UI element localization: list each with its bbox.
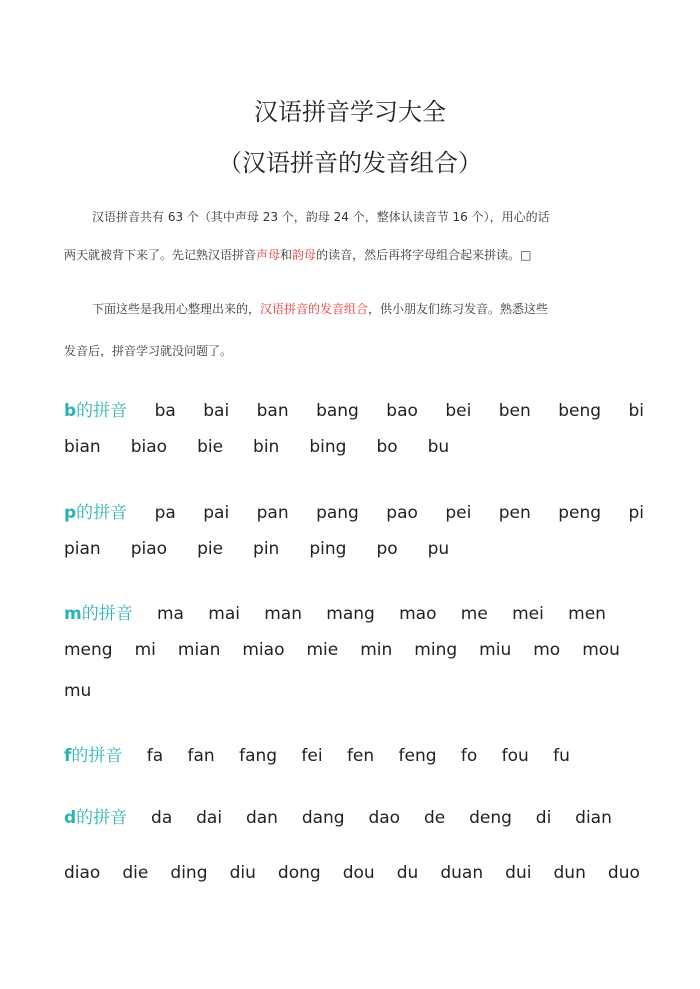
intro-line-4: 发音后，拼音学习就没问题了。 [64,344,233,358]
syllable: mian [177,640,221,660]
syllable: miao [242,640,285,660]
syllable: biao [130,437,168,457]
syllable: mu [64,681,92,701]
syllable: feng [398,746,437,766]
syllable: me [460,604,488,624]
syllable: bei [445,401,472,421]
syllable: bu [427,437,450,457]
syllable: dao [368,808,401,828]
syllable: diao [64,863,101,883]
syllable: mei [512,604,544,624]
syllable: mou [582,640,620,660]
syllable: peng [558,503,602,523]
intro-line-2 [64,246,636,263]
syllable: pai [203,503,230,523]
syllable: duan [440,863,484,883]
syllable: ma [157,604,184,624]
syllable: bo [376,437,398,457]
syllable: meng [64,640,113,660]
syllable: mao [399,604,437,624]
syllable: bian [64,437,101,457]
syllable: pang [316,503,359,523]
syllable: di [535,808,552,828]
section-label-d: d的拼音 [64,808,128,828]
syllable: fo [460,746,478,766]
intro-text: 两天就被背下来了。先记熟汉语拼音 [64,248,257,262]
syllable: diu [229,863,256,883]
syllable: pin [253,539,280,559]
syllable: dang [301,808,345,828]
syllable: deng [469,808,512,828]
syllable: piao [130,539,168,559]
syllable: dong [277,863,321,883]
syllable: pian [64,539,101,559]
syllable: ming [414,640,458,660]
syllable: duo [607,863,640,883]
syllable: ping [309,539,347,559]
section-label-m: m的拼音 [64,604,133,624]
syllable: dui [505,863,532,883]
page-title: 汉语拼音学习大全 [254,98,446,126]
syllable: fan [187,746,215,766]
pinyin-row-b-1 [64,396,644,426]
section-label-p: p的拼音 [64,503,128,523]
pinyin-row-m-2 [64,640,620,670]
syllable: mie [306,640,339,660]
syllable: mo [533,640,561,660]
syllable: fu [553,746,570,766]
pinyin-row-f-1 [64,741,570,771]
syllable: dai [196,808,223,828]
section-label-b: b的拼音 [64,401,128,421]
syllable: da [151,808,173,828]
intro-text: ，供小朋友们练习发音。熟悉这些 [368,302,549,316]
section-label-f: f的拼音 [64,746,123,766]
pinyin-row-m-3 [64,681,644,711]
pinyin-row-m-1 [64,599,606,629]
syllable: pao [386,503,418,523]
syllable: bai [203,401,230,421]
syllable: mai [208,604,240,624]
syllable: fei [301,746,323,766]
page-subtitle: （汉语拼音的发音组合） [218,149,482,177]
pinyin-row-b-2 [64,437,644,467]
syllable: miu [479,640,512,660]
syllable: bie [197,437,224,457]
syllable: mi [134,640,156,660]
syllable: min [360,640,393,660]
highlight-shengmu: 声母 [256,248,281,262]
syllable: dian [575,808,612,828]
highlight-yunmu: 韵母 [292,248,317,262]
syllable: pan [256,503,289,523]
pinyin-row-d-1 [64,803,612,833]
syllable: fou [501,746,529,766]
intro-line-3 [92,300,664,317]
intro-text: 和 [280,248,293,262]
syllable: bi [628,401,644,421]
syllable: mang [326,604,375,624]
syllable: pen [498,503,531,523]
syllable: beng [558,401,602,421]
syllable: fang [239,746,278,766]
syllable: dan [245,808,278,828]
pinyin-row-p-2 [64,539,644,569]
syllable: pie [197,539,224,559]
syllable: pu [427,539,450,559]
syllable: ben [498,401,531,421]
syllable: die [122,863,149,883]
syllable: dun [553,863,586,883]
syllable: de [423,808,446,828]
highlight-combos: 汉语拼音的发音组合 [260,302,369,316]
syllable: du [396,863,419,883]
intro-text: 的读音，然后再将字母组合起来拼读。□ [316,248,532,262]
syllable: pei [445,503,472,523]
syllable: fa [146,746,164,766]
syllable: po [376,539,398,559]
syllable: pi [628,503,644,523]
syllable: bao [386,401,418,421]
syllable: fen [346,746,375,766]
syllable: ba [154,401,176,421]
syllable: ding [170,863,208,883]
syllable: bang [316,401,359,421]
intro-text: 下面这些是我用心整理出来的， [92,302,261,316]
syllable: bin [253,437,280,457]
syllable: men [568,604,606,624]
syllable: dou [342,863,375,883]
syllable: pa [154,503,176,523]
syllable: ban [256,401,289,421]
pinyin-row-d-2 [64,863,640,893]
syllable: man [264,604,303,624]
syllable: bing [309,437,347,457]
pinyin-row-p-1 [64,498,644,528]
intro-line-1: 汉语拼音共有 63 个（其中声母 23 个，韵母 24 个，整体认读音节 16 个），用心的话 [92,210,550,224]
